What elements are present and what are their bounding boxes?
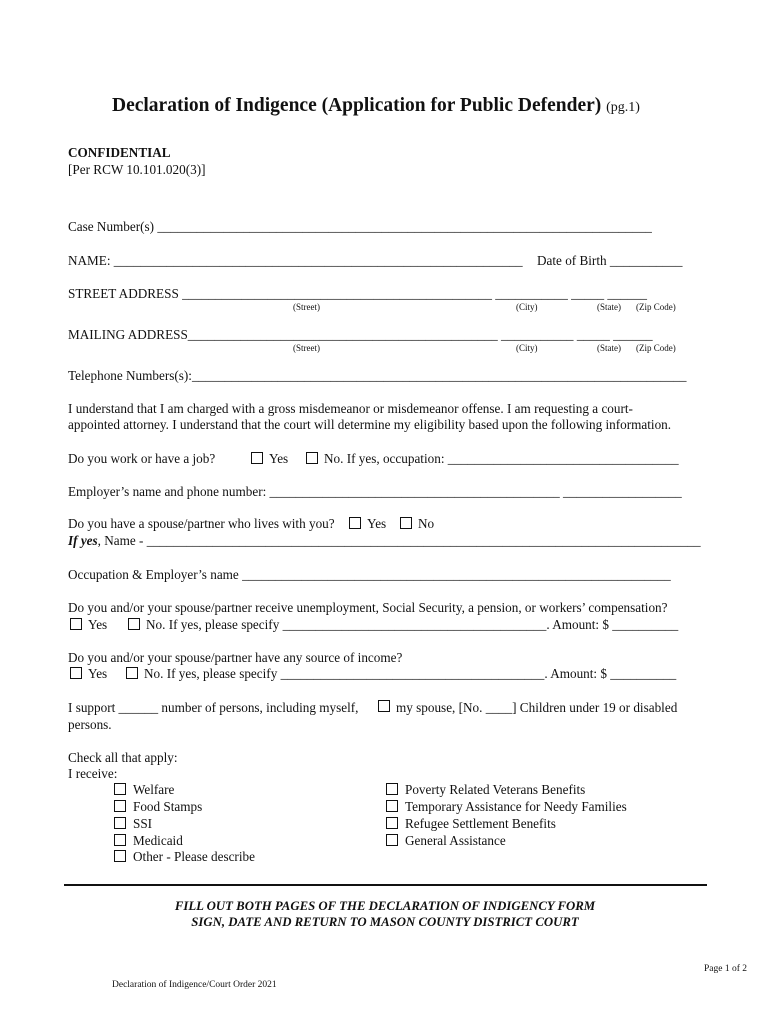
- benefits-question: Do you and/or your spouse/partner receive unemployment, Social Security, a pension, or workers’ compensation?: [68, 600, 668, 615]
- mailing-address-field[interactable]: MAILING ADDRESS_______________________________________________ ___________ _____ ______: [68, 327, 653, 342]
- page-title: [112, 95, 640, 117]
- other-checkbox[interactable]: [114, 850, 126, 862]
- footer-instruction-2: SIGN, DATE AND RETURN TO MASON COUNTY DISTRICT COURT: [191, 915, 579, 929]
- veterans-benefits-label: Poverty Related Veterans Benefits: [405, 782, 586, 797]
- general-assistance-label: General Assistance: [405, 833, 506, 848]
- support-text[interactable]: I support ______ number of persons, including myself,: [68, 700, 359, 715]
- mailing-state-sublabel: (State): [597, 343, 621, 353]
- income-no-checkbox[interactable]: [126, 667, 138, 679]
- i-receive-label: I receive:: [68, 766, 118, 781]
- spouse-no-checkbox[interactable]: [400, 517, 412, 529]
- benefits-no-checkbox[interactable]: [128, 618, 140, 630]
- check-all-label: Check all that apply:: [68, 750, 178, 765]
- telephone-field[interactable]: Telephone Numbers(s):___________________________________________________________________________: [68, 368, 687, 383]
- welfare-label: Welfare: [133, 782, 175, 797]
- spouse-yes-label: Yes: [367, 516, 387, 531]
- document-name: Declaration of Indigence/Court Order 2021: [112, 980, 277, 990]
- footer-instruction-1: FILL OUT BOTH PAGES OF THE DECLARATION OF INDIGENCY FORM: [174, 899, 596, 913]
- tanf-label: Temporary Assistance for Needy Families: [405, 799, 627, 814]
- statement-line-2: appointed attorney. I understand that the court will determine my eligibility based upon the following information.: [68, 417, 672, 432]
- support-text-2[interactable]: my spouse, [No. ____] Children under 19 or disabled: [396, 700, 678, 715]
- if-yes-label: If yes: [68, 533, 98, 548]
- spouse-yes-checkbox[interactable]: [349, 517, 361, 529]
- job-yes-label: Yes: [269, 451, 289, 466]
- job-no-checkbox[interactable]: [306, 452, 318, 464]
- food-stamps-checkbox[interactable]: [114, 800, 126, 812]
- benefits-yes-checkbox[interactable]: [70, 618, 82, 630]
- general-assistance-checkbox[interactable]: [386, 834, 398, 846]
- statute-reference: [Per RCW 10.101.020(3)]: [68, 162, 206, 177]
- street-address-field[interactable]: STREET ADDRESS _______________________________________________ ___________ _____ ______: [68, 286, 647, 301]
- food-stamps-label: Food Stamps: [133, 799, 203, 814]
- tanf-checkbox[interactable]: [386, 800, 398, 812]
- city-sublabel: (City): [516, 302, 538, 312]
- street-sublabel: (Street): [293, 302, 320, 312]
- spouse-name-field[interactable]: [68, 533, 701, 549]
- dob-field[interactable]: Date of Birth ___________: [537, 253, 683, 268]
- employer-field[interactable]: Employer’s name and phone number: ____________________________________________ __________________: [68, 484, 682, 499]
- mailing-street-sublabel: (Street): [293, 343, 320, 353]
- refugee-benefits-checkbox[interactable]: [386, 817, 398, 829]
- income-yes-checkbox[interactable]: [70, 667, 82, 679]
- income-no-label[interactable]: No. If yes, please specify ________________________________________. Amount: $ __________: [144, 666, 677, 681]
- refugee-benefits-label: Refugee Settlement Benefits: [405, 816, 556, 831]
- job-no-label[interactable]: No. If yes, occupation: ___________________________________: [324, 451, 679, 466]
- spouse-name-line[interactable]: , Name - ____________________________________________________________________________________: [97, 533, 701, 548]
- page-number: Page 1 of 2: [704, 964, 748, 974]
- title-text: Declaration of Indigence (Application for Public Defender): [112, 95, 602, 116]
- mailing-zip-sublabel: (Zip Code): [636, 343, 676, 353]
- spouse-question: Do you have a spouse/partner who lives with you?: [68, 516, 335, 531]
- divider-rule: [64, 884, 707, 886]
- state-sublabel: (State): [597, 302, 621, 312]
- job-yes-checkbox[interactable]: [251, 452, 263, 464]
- confidential-label: CONFIDENTIAL: [68, 145, 171, 160]
- mailing-city-sublabel: (City): [516, 343, 538, 353]
- spouse-support-checkbox[interactable]: [378, 700, 390, 712]
- name-field[interactable]: NAME: ______________________________________________________________: [68, 253, 523, 268]
- income-yes-label: Yes: [88, 666, 108, 681]
- benefits-no-label[interactable]: No. If yes, please specify ________________________________________. Amount: $ __________: [146, 617, 679, 632]
- welfare-checkbox[interactable]: [114, 783, 126, 795]
- spouse-no-label: No: [418, 516, 435, 531]
- zip-sublabel: (Zip Code): [636, 302, 676, 312]
- case-number-field[interactable]: Case Number(s) ___________________________________________________________________________: [68, 219, 652, 234]
- ssi-checkbox[interactable]: [114, 817, 126, 829]
- other-label: Other - Please describe: [133, 849, 255, 864]
- statement-line-1: I understand that I am charged with a gross misdemeanor or misdemeanor offense. I am requesting a court-: [68, 401, 633, 416]
- occupation-employer-field[interactable]: Occupation & Employer’s name _________________________________________________________________: [68, 567, 671, 582]
- support-line-2: persons.: [68, 717, 112, 732]
- income-question: Do you and/or your spouse/partner have any source of income?: [68, 650, 403, 665]
- page-ref: (pg.1): [606, 100, 640, 115]
- medicaid-checkbox[interactable]: [114, 834, 126, 846]
- benefits-yes-label: Yes: [88, 617, 108, 632]
- medicaid-label: Medicaid: [133, 833, 183, 848]
- ssi-label: SSI: [133, 816, 153, 831]
- job-question: Do you work or have a job?: [68, 451, 216, 466]
- veterans-benefits-checkbox[interactable]: [386, 783, 398, 795]
